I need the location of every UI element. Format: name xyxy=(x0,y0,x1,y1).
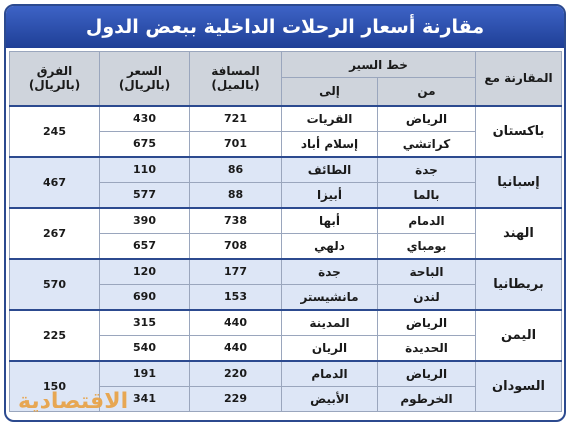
price-cell: 315 xyxy=(100,310,190,336)
distance-cell: 153 xyxy=(190,284,282,310)
header-distance-unit: (بالميل) xyxy=(211,78,260,93)
table-row xyxy=(10,157,562,183)
header-to: إلى xyxy=(282,78,378,106)
header-price-unit: (بالريال) xyxy=(118,78,171,93)
header-distance-label: المسافة xyxy=(211,64,260,79)
from-cell: كراتشي xyxy=(378,131,476,157)
difference-cell: 467 xyxy=(10,157,100,208)
from-cell: الرياض xyxy=(378,361,476,387)
distance-cell: 177 xyxy=(190,259,282,285)
to-cell: أبيزا xyxy=(282,182,378,208)
distance-cell: 701 xyxy=(190,131,282,157)
to-cell: مانشيستر xyxy=(282,284,378,310)
from-cell: بالما xyxy=(378,182,476,208)
header-from: من xyxy=(378,78,476,106)
from-cell: الدمام xyxy=(378,208,476,234)
country-cell: باكستان xyxy=(476,106,562,157)
to-cell: دلهي xyxy=(282,233,378,259)
header-comparison: المقارنة مع xyxy=(476,52,562,106)
difference-cell: 570 xyxy=(10,259,100,310)
page-title: مقارنة أسعار الرحلات الداخلية ببعض الدول xyxy=(6,6,564,48)
header-price-label: السعر xyxy=(126,64,163,79)
price-cell: 577 xyxy=(100,182,190,208)
price-cell: 120 xyxy=(100,259,190,285)
table-row xyxy=(10,259,562,285)
to-cell: الدمام xyxy=(282,361,378,387)
table-row xyxy=(10,106,562,132)
difference-cell: 150 xyxy=(10,361,100,412)
country-cell: الهند xyxy=(476,208,562,259)
from-cell: الحديدة xyxy=(378,335,476,361)
distance-cell: 440 xyxy=(190,310,282,336)
table-row xyxy=(10,361,562,387)
to-cell: جدة xyxy=(282,259,378,285)
distance-cell: 86 xyxy=(190,157,282,183)
distance-cell: 220 xyxy=(190,361,282,387)
from-cell: الخرطوم xyxy=(378,386,476,412)
header-difference xyxy=(10,52,100,106)
to-cell: إسلام أباد xyxy=(282,131,378,157)
to-cell: أبها xyxy=(282,208,378,234)
brand-logo: الاقتصادية xyxy=(18,389,129,414)
difference-cell: 225 xyxy=(10,310,100,361)
to-cell: الطائف xyxy=(282,157,378,183)
country-cell: إسبانيا xyxy=(476,157,562,208)
distance-cell: 229 xyxy=(190,386,282,412)
distance-cell: 738 xyxy=(190,208,282,234)
from-cell: الرياض xyxy=(378,310,476,336)
from-cell: الرياض xyxy=(378,106,476,132)
to-cell: القريات xyxy=(282,106,378,132)
country-cell: السودان xyxy=(476,361,562,412)
distance-cell: 88 xyxy=(190,182,282,208)
comparison-table xyxy=(9,51,562,412)
price-cell: 390 xyxy=(100,208,190,234)
country-cell: بريطانيا xyxy=(476,259,562,310)
header-difference-label: الفرق xyxy=(36,64,73,79)
price-cell: 430 xyxy=(100,106,190,132)
price-cell: 110 xyxy=(100,157,190,183)
distance-cell: 721 xyxy=(190,106,282,132)
table-row xyxy=(10,208,562,234)
price-cell: 540 xyxy=(100,335,190,361)
price-cell: 657 xyxy=(100,233,190,259)
from-cell: لندن xyxy=(378,284,476,310)
price-cell: 341 xyxy=(100,386,190,412)
distance-cell: 708 xyxy=(190,233,282,259)
header-difference-unit: (بالريال) xyxy=(28,78,81,93)
price-cell: 690 xyxy=(100,284,190,310)
from-cell: الباحة xyxy=(378,259,476,285)
distance-cell: 440 xyxy=(190,335,282,361)
header-distance xyxy=(190,52,282,106)
header-price xyxy=(100,52,190,106)
header-route: خط السير xyxy=(282,52,476,78)
to-cell: الريان xyxy=(282,335,378,361)
table-row xyxy=(10,310,562,336)
from-cell: جدة xyxy=(378,157,476,183)
table-frame xyxy=(4,4,566,422)
country-cell: اليمن xyxy=(476,310,562,361)
difference-cell: 267 xyxy=(10,208,100,259)
to-cell: الأبيض xyxy=(282,386,378,412)
difference-cell: 245 xyxy=(10,106,100,157)
to-cell: المدينة xyxy=(282,310,378,336)
from-cell: بومباي xyxy=(378,233,476,259)
price-cell: 191 xyxy=(100,361,190,387)
price-cell: 675 xyxy=(100,131,190,157)
